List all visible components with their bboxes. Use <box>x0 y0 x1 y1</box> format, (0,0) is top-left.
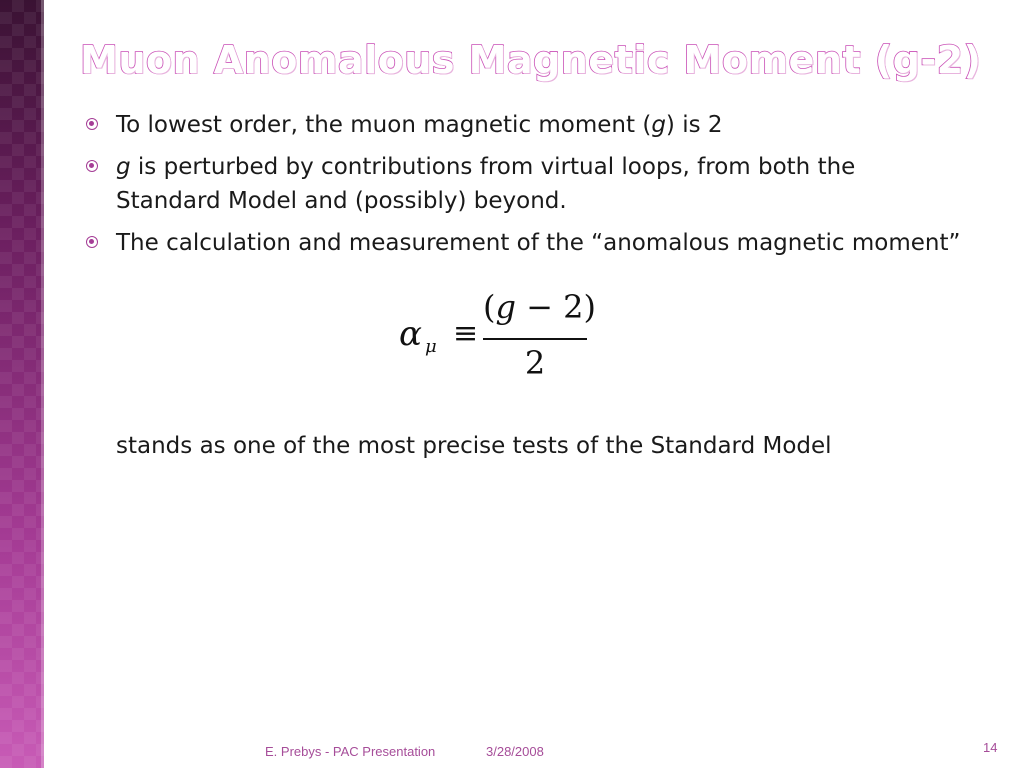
formula-numerator <box>483 288 596 326</box>
bullet-item <box>84 108 964 142</box>
g-symbol: g <box>651 112 666 138</box>
numerator-g: g <box>495 288 516 326</box>
g-symbol: g <box>116 154 131 180</box>
slide-title: Muon Anomalous Magnetic Moment (g-2) <box>80 38 982 82</box>
formula-denominator: 2 <box>524 344 546 382</box>
bullet-text: The calculation and measurement of the “anomalous magnetic moment” <box>116 230 961 256</box>
footer-date: 3/28/2008 <box>486 744 544 759</box>
equivalence-symbol: ≡ <box>453 316 479 351</box>
bullet-text-after: is perturbed by contributions from virtual loops, from both the Standard Model and (possibly) beyond. <box>116 154 856 214</box>
decorative-sidebar <box>0 0 44 768</box>
sidebar-pattern <box>0 0 44 768</box>
alpha-symbol: α <box>399 314 422 354</box>
footer-author: E. Prebys - PAC Presentation <box>265 744 436 759</box>
bullet-item <box>84 150 964 218</box>
mu-subscript: μ <box>425 336 437 357</box>
bullet-text-before: To lowest order, the muon magnetic moment ( <box>116 112 652 138</box>
circle-dot-icon <box>86 236 98 248</box>
circle-dot-icon <box>86 118 98 130</box>
fraction-bar <box>483 338 587 340</box>
anomalous-moment-formula <box>395 288 595 388</box>
numerator-rest: − 2) <box>515 288 596 326</box>
bullet-item <box>84 226 964 260</box>
page-number: 14 <box>983 740 998 755</box>
circle-dot-icon <box>86 160 98 172</box>
numerator-open-paren: ( <box>483 288 496 326</box>
bullet-text-after: ) is 2 <box>665 112 723 138</box>
conclusion-text: stands as one of the most precise tests of the Standard Model <box>116 433 832 459</box>
sidebar-edge <box>41 0 44 768</box>
bullet-list <box>84 108 964 268</box>
